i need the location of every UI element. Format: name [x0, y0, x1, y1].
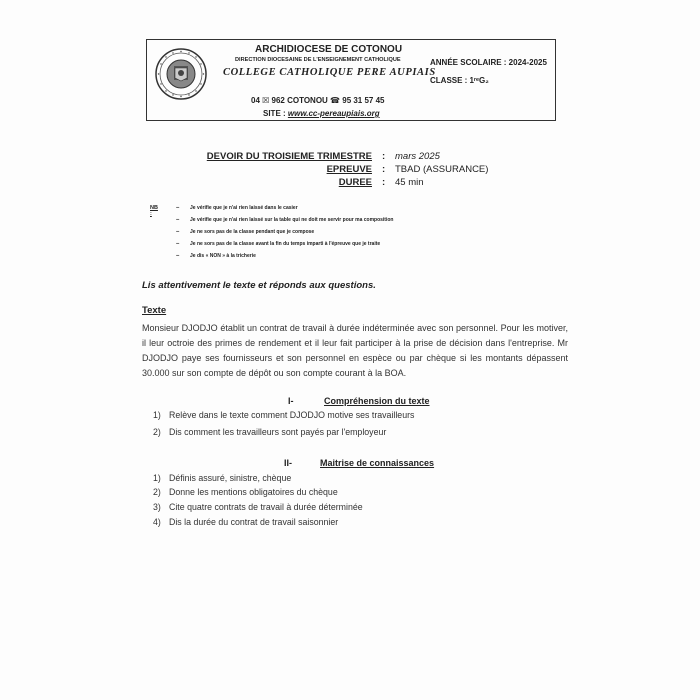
- exam-info-row: [0, 164, 700, 176]
- texte-title: Texte: [142, 305, 167, 316]
- rule-text: Je vérifie que je n'ai rien laissé dans le casier: [190, 205, 298, 211]
- question-number: 3): [153, 502, 161, 512]
- instruction-text: Lis attentivement le texte et réponds aux questions.: [142, 280, 376, 291]
- exam-info-row: [0, 151, 700, 163]
- question-text: Dis la durée du contrat de travail saisonnier: [169, 517, 339, 527]
- question-text: Donne les mentions obligatoires du chèque: [169, 487, 338, 497]
- letterhead-box: [146, 39, 556, 121]
- class-label: CLASSE : 1ʳᵉG₂: [430, 76, 489, 85]
- question-number: 2): [153, 487, 161, 497]
- epreuve-label: EPREUVE: [326, 164, 372, 175]
- duree-label: DUREE: [338, 177, 372, 188]
- rule-text: Je ne sors pas de la classe pendant que je compose: [190, 229, 315, 235]
- question-text: Cite quatre contrats de travail à durée déterminée: [169, 502, 363, 512]
- section-number: I-: [288, 396, 294, 406]
- school-year: ANNÉE SCOLAIRE : 2024-2025: [430, 58, 547, 67]
- epreuve-value: TBAD (ASSURANCE): [395, 164, 489, 175]
- exam-value: mars 2025: [395, 151, 440, 162]
- site-label: SITE :: [263, 109, 288, 118]
- question-number: 1): [153, 473, 161, 483]
- colon: :: [382, 177, 386, 188]
- colon: :: [382, 151, 386, 162]
- section-number: II-: [284, 458, 292, 468]
- rule-text: Je dis « NON » à la tricherie: [190, 253, 256, 259]
- question-text: Dis comment les travailleurs sont payés par l'employeur: [169, 427, 387, 437]
- question-number: 2): [153, 427, 161, 437]
- rule-text: Je ne sors pas de la classe avant la fin du temps imparti à l'épreuve que je traite: [190, 241, 381, 247]
- exam-info-row: [0, 177, 700, 189]
- college-name: COLLEGE CATHOLIQUE PERE AUPIAIS: [223, 67, 436, 78]
- question-text: Relève dans le texte comment DJODJO motive ses travailleurs: [169, 410, 415, 420]
- section-title: Maitrise de connaissances: [320, 458, 435, 468]
- site-line: [263, 109, 380, 118]
- rule-text: Je vérifie que je n'ai rien laissé sur la table qui ne doit me servir pour ma composition: [190, 217, 394, 223]
- colon: :: [382, 164, 386, 175]
- direction-subtitle: DIRECTION DIOCESAINE DE L'ENSEIGNEMENT CATHOLIQUE: [235, 57, 401, 63]
- question-number: 4): [153, 517, 161, 527]
- question-number: 1): [153, 410, 161, 420]
- document-page: ARCHIDIOCESE DE COTONOU DIRECTION DIOCESAINE DE L'ENSEIGNEMENT CATHOLIQUE COLLEGE CATHOLIQUE PERE AUPIAIS 04 ☒ 962 COTONOU ☎ 95 31 57 45 SITE : www.cc-pereaupiais.org ANNÉE SCOLAIRE : 2024-2025 CLASSE : 1ʳᵉG₂ DEVOIR DU TROISIEME TRIMESTRE : mars 2025 EPREUVE : TBAD (ASSURANCE) DUREE : 45 min NB : – Je vérifie que je n'ai rien laissé dans le casier – Je vérifie que je n'ai rien laissé sur la table qui ne doit me servir pour ma composition – Je ne sors pas de la classe pendant que je compose – Je ne sors pas de la classe avant la fin du temps imparti à l'épreuve que je traite – Je dis « NON » à la tricherie Lis attentivement le texte et réponds aux questions. Texte Monsieur DJODJO établit un contrat de travail à durée indéterminée avec son personnel. Pour les motiver, il leur octroie des primes de rendement et il leur fait participer à la prise de décision dans l'entreprise. Mr DJODJO paye ses fournisseurs et son personnel en espèce ou par chèque si les montants dépassent 30.000 sur son compte de dépôt ou son compte courant à la BOA. I- Compréhension du texte 1) Relève dans le texte comment DJODJO motive ses travailleurs 2) Dis comment les travailleurs sont payés par l'employeur II- Maitrise de connaissances 1) Définis assuré, sinistre, chèque 2) Donne les mentions obligatoires du chèque 3) Cite quatre contrats de travail à durée déterminée 4) Dis la durée du contrat de travail saisonnier: [0, 0, 700, 700]
- duree-value: 45 min: [395, 177, 424, 188]
- exam-label: DEVOIR DU TROISIEME TRIMESTRE: [206, 151, 372, 162]
- diocese-title: ARCHIDIOCESE DE COTONOU: [255, 44, 403, 55]
- school-seal-icon: [155, 48, 207, 100]
- section-title: Compréhension du texte: [324, 396, 430, 406]
- contact-phone: 04 ☒ 962 COTONOU ☎ 95 31 57 45: [251, 96, 385, 105]
- texte-body: Monsieur DJODJO établit un contrat de travail à durée indéterminée avec son personnel. Pour les motiver, il leur octroie des primes de rendement et il leur fait participer à la prise de décision dans l'entreprise. Mr DJODJO paye ses fournisseurs et son personnel en espèce ou par chèque si les montants dépassent 30.000 sur son compte de dépôt ou son compte courant à la BOA.: [142, 323, 568, 378]
- nb-label: NB :: [150, 205, 158, 217]
- question-text: Définis assuré, sinistre, chèque: [169, 473, 292, 483]
- site-link[interactable]: www.cc-pereaupiais.org: [287, 109, 380, 118]
